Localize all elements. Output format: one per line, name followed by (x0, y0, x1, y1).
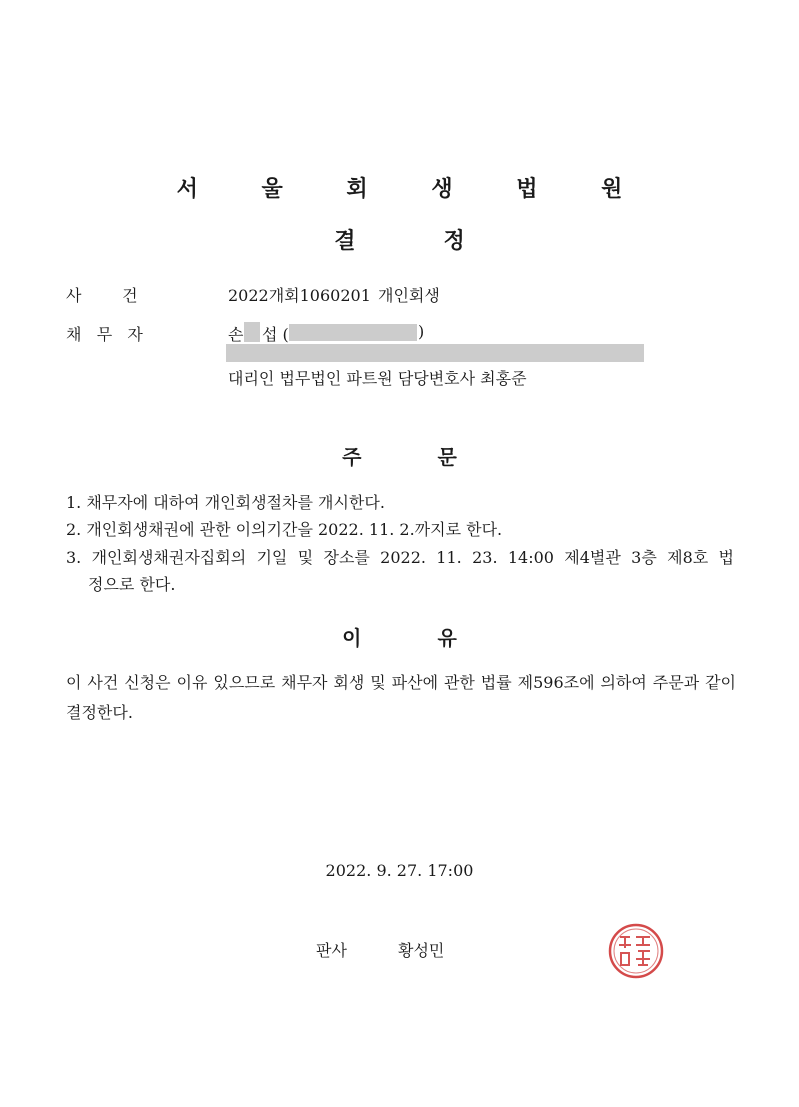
order-item-3-continuation: 정으로 한다. (88, 575, 176, 594)
redacted-name-middle (244, 322, 260, 342)
decision-date: 2022. 9. 27. 17:00 (325, 861, 474, 880)
redacted-id-number (289, 324, 417, 341)
order-item-2: 2. 개인회생채권에 관한 이의기간을 2022. 11. 2.까지로 한다. (66, 520, 503, 539)
order-heading-first: 주 (342, 445, 362, 469)
judge-name: 황성민 (398, 941, 445, 960)
case-number: 2022개회1060201 (228, 286, 371, 305)
reason-heading-second: 유 (437, 626, 457, 650)
case-label: 사 건 (66, 286, 138, 305)
judge-seal-stamp (606, 922, 666, 980)
court-name: 서 울 회 생 법 원 (176, 177, 651, 202)
redacted-address (226, 344, 644, 362)
order-item-1: 1. 채무자에 대하여 개인회생절차를 개시한다. (66, 493, 385, 512)
debtor-name-close: ) (418, 322, 425, 341)
order-item-3: 3. 개인회생채권자집회의 기일 및 장소를 2022. 11. 23. 14:00 제4별관 3층 제8호 법 (66, 548, 734, 567)
reason-heading-first: 이 (342, 626, 362, 650)
order-heading-second: 문 (437, 445, 457, 469)
order-heading (0, 441, 799, 470)
document-type (0, 224, 799, 255)
document-type-second: 정 (443, 229, 465, 254)
reason-heading (0, 622, 799, 651)
debtor-agent: 대리인 법무법인 파트원 담당변호사 최홍준 (228, 369, 527, 388)
judge-title: 판사 (316, 941, 347, 960)
reason-text: 이 사건 신청은 이유 있으므로 채무자 회생 및 파산에 관한 법률 제596조에 의하여 주문과 같이 결정한다. (66, 673, 736, 722)
document-type-first: 결 (334, 229, 356, 254)
debtor-label: 채 무 자 (66, 325, 143, 344)
case-type: 개인회생 (378, 286, 440, 305)
debtor-name-last: 섭 ( (262, 325, 289, 344)
debtor-name-first: 손 (228, 325, 244, 344)
